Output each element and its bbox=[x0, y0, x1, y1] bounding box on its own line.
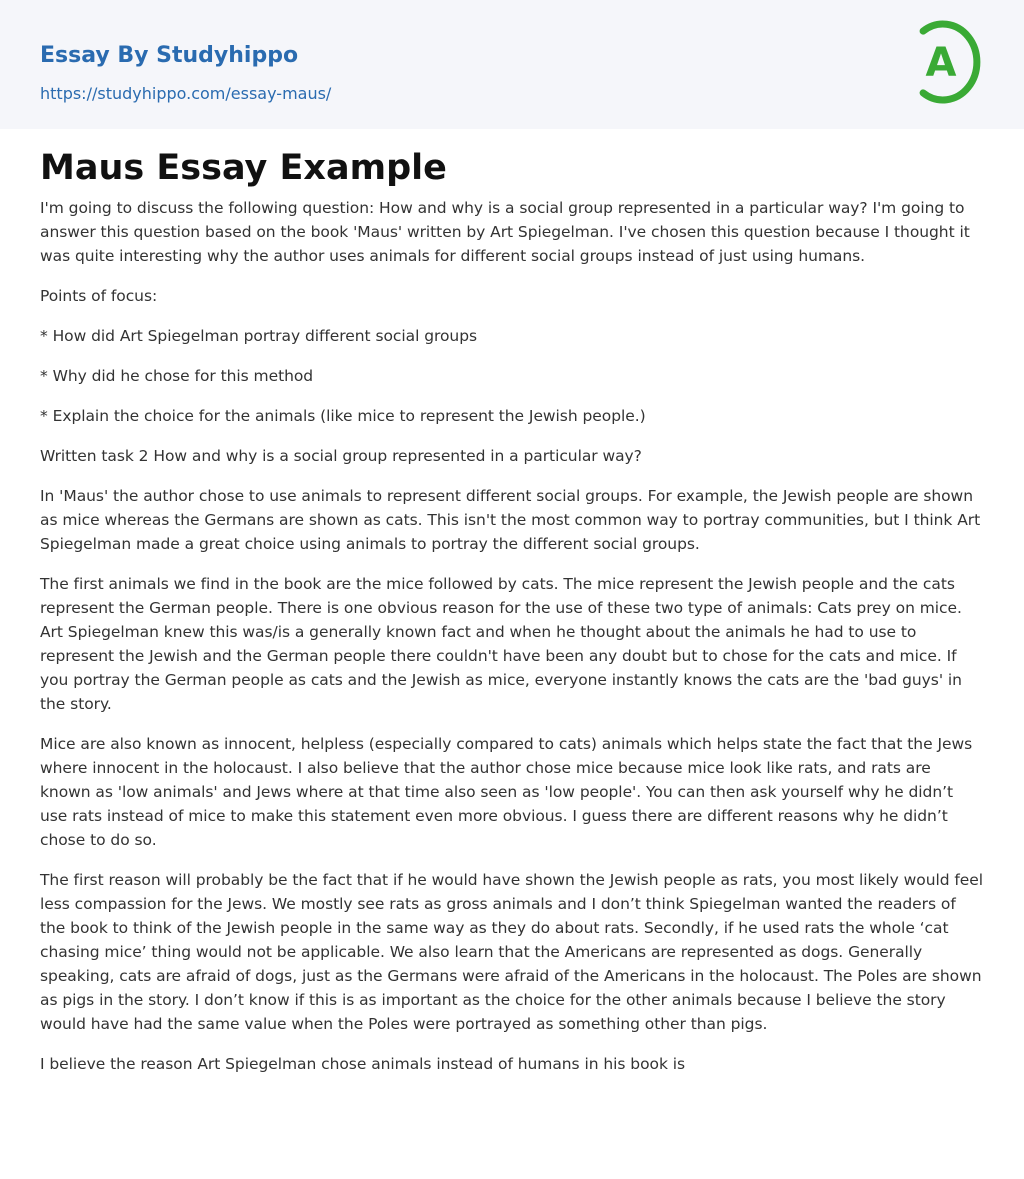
paragraph-intro: I'm going to discuss the following question: How and why is a social group represented in a particular way? I'm going to answer this question based on the book 'Maus' written by Art Spiegelman. I've chosen this question because I thought it was quite interesting why the author uses animals for different social groups instead of just using humans. bbox=[40, 199, 970, 265]
paragraph-point-3: * Explain the choice for the animals (like mice to represent the Jewish people.) bbox=[40, 407, 646, 425]
article-body bbox=[0, 129, 1024, 1076]
site-brand[interactable]: Essay By Studyhippo bbox=[40, 43, 299, 68]
paragraph-mice-innocent: Mice are also known as innocent, helpless (especially compared to cats) animals which helps state the fact that the Jews where innocent in the holocaust. I also believe that the author chose mice because mice look like rats, and rats are known as 'low animals' and Jews where at that time also seen as 'low people'. You can then ask yourself why he didn’t use rats instead of mice to make this statement even more obvious. I guess there are different reasons why he didn’t chose to do so. bbox=[40, 735, 973, 849]
paragraph-point-1: * How did Art Spiegelman portray different social groups bbox=[40, 327, 478, 345]
paragraph-maus-intro: In 'Maus' the author chose to use animals to represent different social groups. For example, the Jewish people are shown as mice whereas the Germans are shown as cats. This isn't the most common way to portray communities, but I think Art Spiegelman made a great choice using animals to portray the different social groups. bbox=[40, 487, 981, 553]
paragraph-mice-cats: The first animals we find in the book are the mice followed by cats. The mice represent the Jewish people and the cats represent the German people. There is one obvious reason for the use of these two type of animals: Cats prey on mice. Art Spiegelman knew this was/is a generally known fact and when he thought about the animals he had to use to represent the Jewish and the German people there couldn't have been any doubt but to chose for the cats and mice. If you portray the German people as cats and the Jewish as mice, everyone instantly knows the cats are the 'bad guys' in the story. bbox=[40, 575, 962, 713]
site-header bbox=[0, 0, 1024, 129]
studyhippo-logo-icon[interactable] bbox=[913, 19, 987, 105]
paragraph-written-task: Written task 2 How and why is a social group represented in a particular way? bbox=[40, 447, 642, 465]
paragraph-closing: I believe the reason Art Spiegelman chose animals instead of humans in his book is bbox=[40, 1055, 686, 1073]
paragraph-point-2: * Why did he chose for this method bbox=[40, 367, 314, 385]
paragraph-points-heading: Points of focus: bbox=[40, 287, 158, 305]
page-title: Maus Essay Example bbox=[40, 148, 447, 188]
essay-url-link[interactable]: https://studyhippo.com/essay-maus/ bbox=[40, 84, 332, 103]
paragraph-first-reason: The first reason will probably be the fact that if he would have shown the Jewish people as rats, you most likely would feel less compassion for the Jews. We mostly see rats as gross animals and I don’t think Spiegelman wanted the readers of the book to think of the Jewish people in the same way as they do about rats. Secondly, if he used rats the whole ‘cat chasing mice’ thing would not be applicable. We also learn that the Americans are represented as dogs. Generally speaking, cats are afraid of dogs, just as the Germans were afraid of the Americans in the holocaust. The Poles are shown as pigs in the story. I don’t know if this is as important as the choice for the other animals because I believe the story would have had the same value when the Poles were portrayed as something other than pigs. bbox=[40, 871, 984, 1033]
logo-letter: A bbox=[925, 40, 957, 86]
